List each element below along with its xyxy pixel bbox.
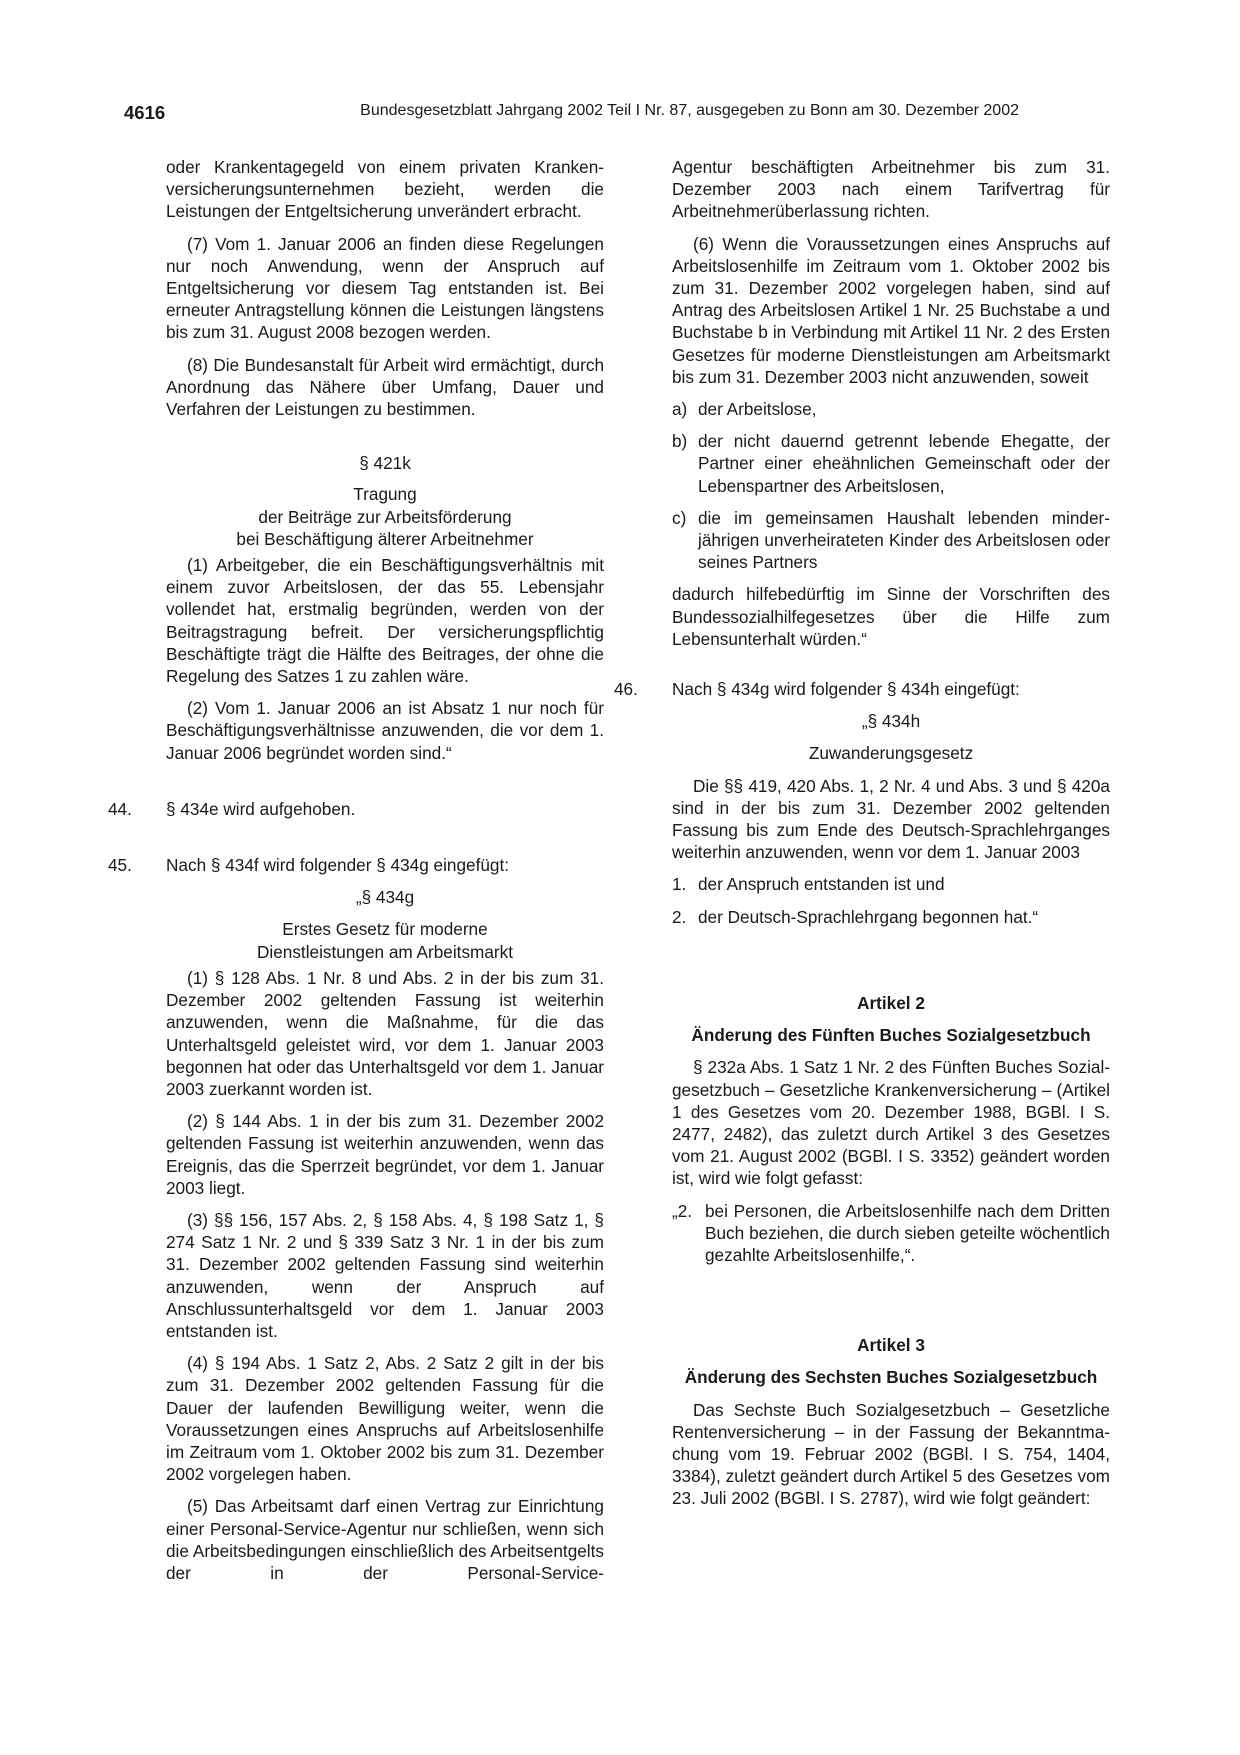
section-title: Zuwanderungsgesetz (808, 743, 974, 764)
item-text: § 434e wird aufgehoben. (166, 798, 356, 819)
list-item (108, 798, 604, 820)
item-text: der Arbeitslose, (698, 399, 817, 420)
item-text: Nach § 434f wird folgender § 434g eingefügt: (166, 855, 510, 876)
paragraph: (2) § 144 Abs. 1 in der bis zum 31. Dezember 2002 geltenden Fassung ist weiterhin anzuwenden, wenn das Ereignis, das die Sperrzeit begründet, vor dem 1. Januar 2003 liegt. (166, 1111, 604, 1198)
article-title: Artikel 2 (857, 992, 925, 1013)
item-text: der Deutsch-Sprachlehrgang begonnen hat.“ (698, 906, 1039, 927)
section-number: „§ 434h (861, 711, 921, 732)
item-text: bei Personen, die Arbeitslosenhilfe nach dem Dritten Buch beziehen, die durch sieben geteilte wöchentlich gezahlte Arbeitslosenhilfe,“. (705, 1200, 1110, 1265)
list-item (672, 873, 1110, 895)
list-item (672, 398, 1110, 420)
item-label: c) (672, 507, 687, 528)
item-number: 46. (614, 679, 638, 700)
item-label: a) (672, 399, 688, 420)
list-item (614, 678, 1110, 700)
paragraph: Agentur beschäftigten Arbeitnehmer bis zum 31. Dezember 2003 nach einem Tarifvertrag für Arbeitnehmerüberlassung richten. (672, 157, 1110, 222)
item-label: 2. (672, 906, 687, 927)
page-header (124, 102, 1019, 126)
list-item (672, 430, 1110, 497)
item-number: 44. (108, 798, 132, 819)
paragraph: (1) § 128 Abs. 1 Nr. 8 und Abs. 2 in der bis zum 31. Dezember 2002 geltenden Fassung ist weiterhin anzuwenden, wenn die Maßnahme, für die das Unterhaltsgeld geleistet wird, vor dem 1. Januar 2003 begonnen hat oder das Unterhaltsgeld vor dem 1. Januar 2003 zuerkannt worden ist. (166, 967, 604, 1099)
item-text: die im gemeinsamen Haushalt lebenden minderjährigen unverheirateten Kinder des Arbeitslosen oder seines Partners (698, 507, 1110, 573)
article-subtitle: Änderung des Sechsten Buches Sozialgesetzbuch (684, 1367, 1098, 1388)
section-title: Erstes Gesetz für moderne (282, 919, 488, 940)
paragraph: (5) Das Arbeitsamt darf einen Vertrag zur Einrichtung einer Personal-Service-Agentur nur schließen, wenn sich die Arbeitsbedingungen einschließlich des Arbeitsentgelts der in der Personal-Service- (166, 1496, 604, 1583)
section-number: § 421k (359, 453, 411, 474)
article-subtitle: Änderung des Fünften Buches Sozialgesetzbuch (691, 1025, 1091, 1046)
section-title: Dienstleistungen am Arbeitsmarkt (256, 941, 514, 962)
paragraph: (1) Arbeitgeber, die ein Beschäftigungsverhältnis mit einem zuvor Arbeitslosen, der das 55. Lebensjahr vollendet hat, erstmalig begründen, werden von der Beitragstragung befreit. Der versicherungspflichtig Beschäftigte trägt die Hälfte des Beitrages, der ohne die Regelung des Satzes 1 zu zahlen wäre. (166, 555, 604, 687)
paragraph: (8) Die Bundesanstalt für Arbeit wird ermächtigt, durch Anordnung das Nähere über Umfang, Dauer und Verfahren der Leistungen zu bestimmen. (166, 354, 604, 420)
left-column (108, 156, 604, 1594)
section-title: Tragung (353, 484, 417, 505)
paragraph: (2) Vom 1. Januar 2006 an ist Absatz 1 nur noch für Beschäftigungsverhältnisse anzuwenden, die vor dem 1. Januar 2006 begründet worden sind.“ (166, 698, 604, 763)
item-number: 45. (108, 855, 132, 876)
paragraph: (7) Vom 1. Januar 2006 an finden diese Regelungen nur noch Anwendung, wenn der Anspruch auf Entgeltsicherung vor diesem Tag entstanden ist. Bei erneuter Antragstellung können die Leistungen längstens bis zum 31. August 2008 bezogen werden. (166, 233, 604, 343)
list-item (672, 906, 1110, 928)
list-item (672, 1200, 1110, 1267)
paragraph: Die §§ 419, 420 Abs. 1, 2 Nr. 4 und Abs. 3 und § 420a sind in der bis zum 31. Dezember 2002 geltenden Fassung bis zum Ende des Deutsch-Sprachlehrganges weiterhin anzuwenden, wenn vor dem 1. Januar 2003 (672, 775, 1110, 863)
paragraph: oder Krankentagegeld von einem privaten Krankenversicherungsunternehmen bezieht, werden die Leistungen der Entgeltsicherung unverändert erbracht. (166, 157, 604, 222)
item-label: „2. (672, 1200, 693, 1221)
item-text: der nicht dauernd getrennt lebende Ehegatte, der Partner einer eheähnlichen Gemeinschaft oder der Lebenspartner des Arbeitslosen, (698, 431, 1110, 496)
section-title: bei Beschäftigung älterer Arbeitnehmer (236, 528, 534, 549)
item-label: b) (672, 431, 688, 452)
paragraph: (3) §§ 156, 157 Abs. 2, § 158 Abs. 4, § 198 Satz 1, § 274 Satz 1 Nr. 2 und § 339 Satz 3 Nr. 1 in der bis zum 31. Dezember 2002 geltenden Fassung sind weiterhin anzuwenden, wenn der Anspruch auf Anschlussunterhaltsgeld vor dem 1. Januar 2003 entstanden ist. (166, 1209, 604, 1341)
paragraph: (4) § 194 Abs. 1 Satz 2, Abs. 2 Satz 2 gilt in der bis zum 31. Dezember 2002 geltenden Fassung für die Dauer der laufenden Bewilligung weiter, wenn die Voraussetzungen eines Anspruchs auf Arbeitslosenhilfe im Zeitraum vom 1. Oktober 2002 bis zum 31. Dezember 2002 vorgelegen haben. (166, 1353, 604, 1485)
page-number: 4616 (124, 102, 166, 123)
section-title: der Beiträge zur Arbeitsförderung (258, 506, 512, 527)
list-item (108, 854, 604, 876)
list-item (672, 507, 1110, 574)
paragraph: § 232a Abs. 1 Satz 1 Nr. 2 des Fünften Buches Sozialgesetzbuch – Gesetzliche Krankenversicherung – (Artikel 1 des Gesetzes vom 20. Dezember 1988, BGBl. I S. 2477, 2482), das zuletzt durch Artikel 3 des Gesetzes vom 21. August 2002 (BGBl. I S. 3352) geändert worden ist, wird wie folgt gefasst: (672, 1057, 1110, 1189)
section-number: „§ 434g (355, 887, 415, 908)
paragraph: Das Sechste Buch Sozialgesetzbuch – Gesetzliche Rentenversicherung – in der Fassung der Bekanntmachung vom 19. Februar 2002 (BGBl. I S. 754, 1404, 3384), zuletzt geändert durch Artikel 5 des Gesetzes vom 23. Juli 2002 (BGBl. I S. 2787), wird wie folgt geändert: (672, 1399, 1110, 1509)
item-label: 1. (672, 874, 687, 895)
paragraph: (6) Wenn die Voraussetzungen eines Anspruchs auf Arbeitslosenhilfe im Zeitraum vom 1. Oktober 2002 bis zum 31. Dezember 2002 vorgelegen haben, sind auf Antrag des Arbeitslosen Artikel 1 Nr. 25 Buchstabe a und Buchstabe b in Verbindung mit Artikel 11 Nr. 2 des Ersten Gesetzes für moderne Dienstleistungen am Arbeitsmarkt bis zum 31. Dezember 2003 nicht anzuwenden, soweit (672, 233, 1110, 387)
paragraph: dadurch hilfebedürftig im Sinne der Vorschriften des Bundessozialhilfegesetzes über die Hilfe zum Lebensunterhalt würden.“ (672, 584, 1110, 649)
right-column (614, 156, 1110, 1520)
article-title: Artikel 3 (857, 1335, 925, 1356)
running-head: Bundesgesetzblatt Jahrgang 2002 Teil I Nr. 87, ausgegeben zu Bonn am 30. Dezember 2002 (360, 102, 1019, 119)
item-text: der Anspruch entstanden ist und (698, 874, 945, 895)
item-text: Nach § 434g wird folgender § 434h eingefügt: (672, 679, 1020, 700)
